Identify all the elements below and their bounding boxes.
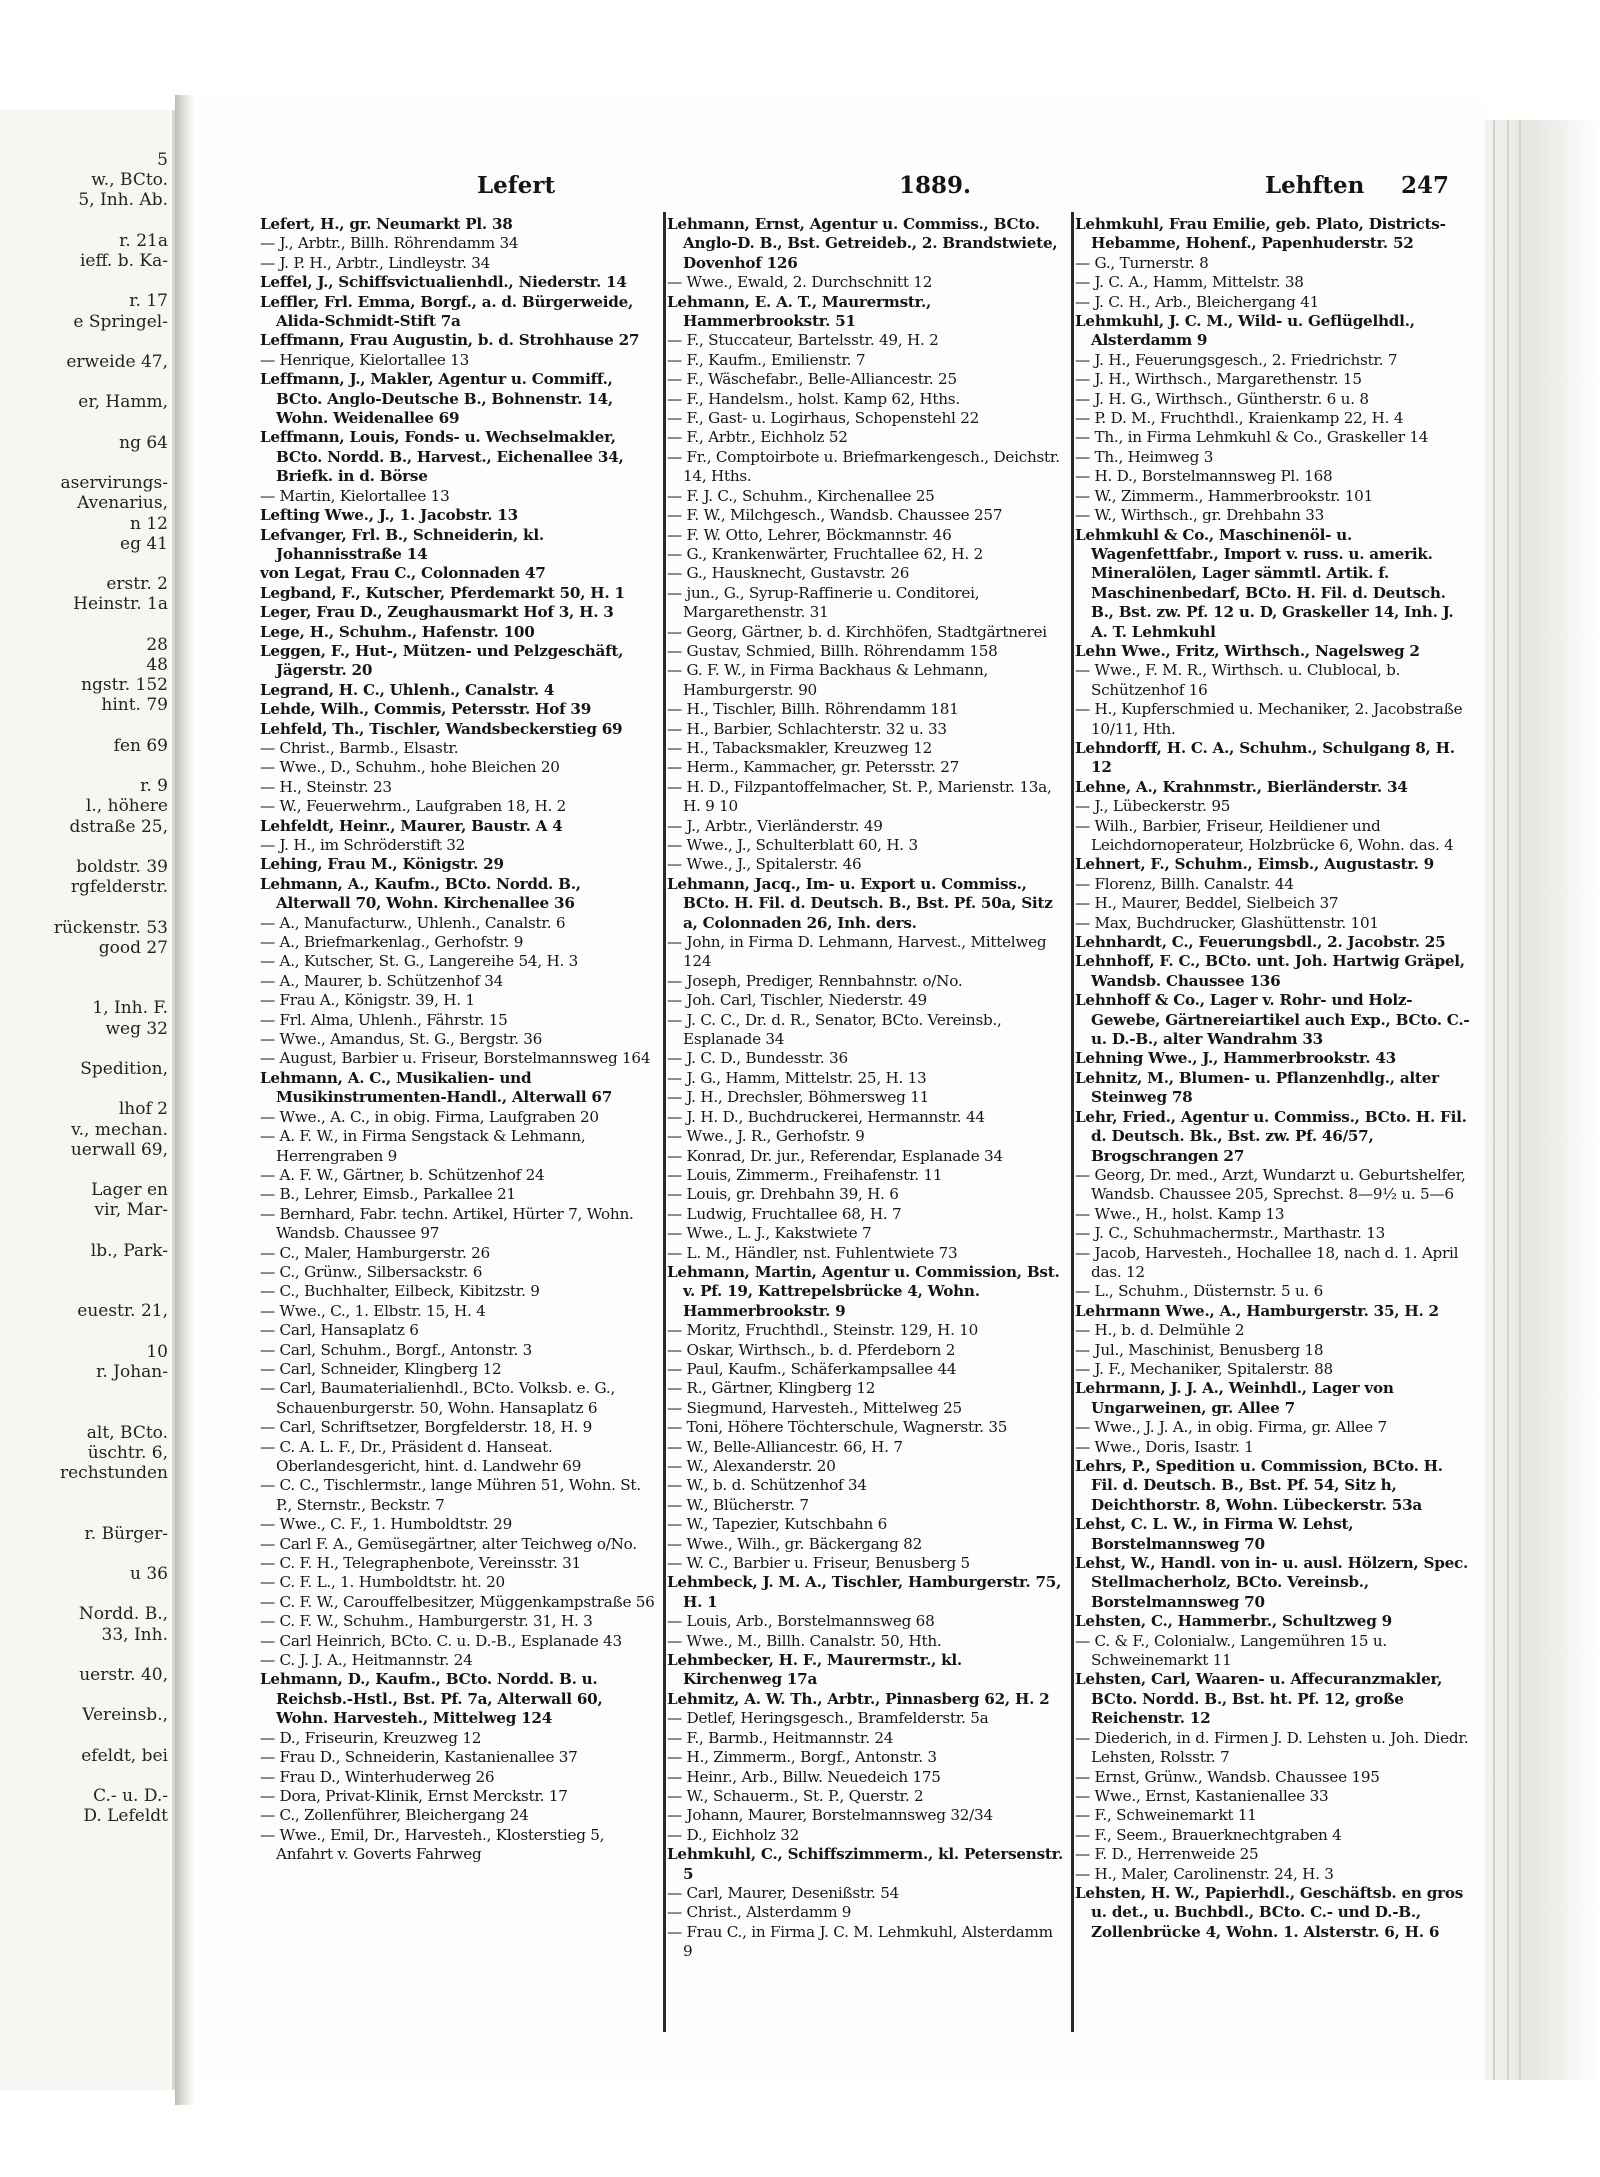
directory-entry: — Carl, Schriftsetzer, Borgfelderstr. 18, H. 9 xyxy=(260,1418,593,1437)
directory-entry: Lehmkuhl & Co., Maschinenöl- u. Wagenfettfabr., Import v. russ. u. amerik. Mineralölen, Lager sämmtl. Artik. f. Maschinenbedarf, BCto. H. Fil. d. Deutsch. B., Bst. zw. Pf. 12 u. D, Graskeller 14, Inh. J. A. T. Lehmkuhl xyxy=(1075,525,1454,641)
column-divider xyxy=(1071,212,1074,2032)
directory-entry: — Paul, Kaufm., Schäferkampsallee 44 xyxy=(667,1359,957,1378)
previous-page-fragment: alt, BCto. xyxy=(86,1422,168,1443)
directory-entry: — D., Eichholz 32 xyxy=(667,1825,800,1844)
directory-entry: Lefvanger, Frl. B., Schneiderin, kl. Johannisstraße 14 xyxy=(260,525,544,563)
directory-entry: — Th., in Firma Lehmkuhl & Co., Graskeller 14 xyxy=(1075,428,1429,447)
previous-page-fragment: 10 xyxy=(146,1341,168,1362)
previous-page-fragment: n 12 xyxy=(130,513,168,534)
directory-entry: — John, in Firma D. Lehmann, Harvest., Mittelweg 124 xyxy=(667,933,1047,971)
previous-page-fragment: eg 41 xyxy=(120,533,168,554)
directory-entry: — A., Briefmarkenlag., Gerhofstr. 9 xyxy=(260,933,524,952)
page-number: 247 xyxy=(1401,172,1450,199)
directory-entry: Lehmann, E. A. T., Maurermstr., Hammerbrookstr. 51 xyxy=(667,292,932,331)
previous-page-fragment: efeldt, bei xyxy=(81,1745,168,1766)
directory-entry: — H., b. d. Delmühle 2 xyxy=(1075,1321,1245,1340)
directory-entry: — W., Belle-Alliancestr. 66, H. 7 xyxy=(667,1437,903,1456)
directory-entry: — J. H., Drechsler, Böhmersweg 11 xyxy=(667,1088,930,1107)
directory-entry: — W., Wirthsch., gr. Drehbahn 33 xyxy=(1075,506,1325,525)
directory-entry: — A. F. W., Gärtner, b. Schützenhof 24 xyxy=(260,1165,545,1184)
directory-entry: — Bernhard, Fabr. techn. Artikel, Hürter 7, Wohn. Wandsb. Chaussee 97 xyxy=(260,1204,634,1243)
directory-entry: Lehrs, P., Spedition u. Commission, BCto. H. Fil. d. Deutsch. B., Bst. Pf. 54, Sitz h, Deichthorstr. 8, Wohn. Lübeckerstr. 53a xyxy=(1075,1457,1443,1514)
page-header xyxy=(259,172,1459,212)
directory-entry: — H., Steinstr. 23 xyxy=(260,777,392,796)
directory-entry: — jun., G., Syrup-Raffinerie u. Conditorei, Margarethenstr. 31 xyxy=(667,583,980,622)
directory-entry: — Frau A., Königstr. 39, H. 1 xyxy=(260,991,475,1010)
previous-page-edge xyxy=(0,110,175,2090)
directory-entry: — Diederich, in d. Firmen J. D. Lehsten u. Joh. Diedr. Lehsten, Rolsstr. 7 xyxy=(1075,1728,1469,1767)
previous-page-fragment: erstr. 2 xyxy=(106,574,168,595)
directory-entry: — J., Lübeckerstr. 95 xyxy=(1075,797,1231,816)
directory-entry: — August, Barbier u. Friseur, Borstelmannsweg 164 xyxy=(260,1049,651,1068)
directory-entry: Lehnhardt, C., Feuerungsbdl., 2. Jacobstr. 25 xyxy=(1075,933,1446,952)
previous-page-fragment: erweide 47, xyxy=(66,352,168,372)
directory-entry: — C., Zollenführer, Bleichergang 24 xyxy=(260,1806,529,1825)
directory-entry: — Florenz, Billh. Canalstr. 44 xyxy=(1075,874,1294,893)
directory-entry: — J. F., Mechaniker, Spitalerstr. 88 xyxy=(1075,1359,1333,1378)
directory-entry: Lehfeldt, Heinr., Maurer, Baustr. A 4 xyxy=(260,816,563,835)
directory-entry: — J., Arbtr., Vierländerstr. 49 xyxy=(667,816,883,835)
directory-entry: — Christ., Barmb., Elsastr. xyxy=(260,738,459,757)
directory-entry: — B., Lehrer, Eimsb., Parkallee 21 xyxy=(260,1185,516,1204)
directory-entry: — J. H. G., Wirthsch., Güntherstr. 6 u. 8 xyxy=(1075,389,1369,408)
previous-page-fragment: er, Hamm, xyxy=(78,392,168,413)
directory-entry: — Wwe., J., Schulterblatt 60, H. 3 xyxy=(667,836,918,854)
directory-entry: — Wwe., M., Billh. Canalstr. 50, Hth. xyxy=(667,1631,942,1650)
directory-entry: Lehnhoff & Co., Lager v. Rohr- und Holz-Gewebe, Gärtnereiartikel auch Exp., BCto. C.- u. D.-B., alter Wandrahm 33 xyxy=(1075,991,1470,1049)
directory-column-3 xyxy=(1075,215,1473,2060)
directory-page xyxy=(195,100,1485,2080)
directory-entry: — F., Stuccateur, Bartelsstr. 49, H. 2 xyxy=(667,331,939,350)
directory-entry: Lehmann, A., Kaufm., BCto. Nordd. B., Alterwall 70, Wohn. Kirchenallee 36 xyxy=(260,874,581,913)
previous-page-fragment: Nordd. B., xyxy=(78,1604,168,1625)
directory-entry: — Carl Heinrich, BCto. C. u. D.-B., Esplanade 43 xyxy=(260,1631,622,1650)
directory-entry: Leffmann, Frau Augustin, b. d. Strohhause 27 xyxy=(260,331,640,350)
directory-entry: — Dora, Privat-Klinik, Ernst Merckstr. 17 xyxy=(260,1786,568,1805)
directory-entry: — W., Alexanderstr. 20 xyxy=(667,1457,836,1475)
directory-entry: — Ernst, Grünw., Wandsb. Chaussee 195 xyxy=(1075,1767,1380,1786)
directory-entry: — Oskar, Wirthsch., b. d. Pferdeborn 2 xyxy=(667,1340,956,1359)
directory-entry: — J. P. H., Arbtr., Lindleystr. 34 xyxy=(260,253,491,272)
directory-entry: — A., Kutscher, St. G., Langereihe 54, H. 3 xyxy=(260,952,579,971)
previous-page-fragment: 5 xyxy=(157,150,168,170)
directory-entry: — Henrique, Kielortallee 13 xyxy=(260,350,469,369)
directory-entry: Lefting Wwe., J., 1. Jacobstr. 13 xyxy=(260,506,518,525)
directory-entry: — Wwe., C., 1. Elbstr. 15, H. 4 xyxy=(260,1301,486,1320)
directory-entry: Lehmitz, A. W. Th., Arbtr., Pinnasberg 62, H. 2 xyxy=(667,1689,1050,1708)
directory-entry: — Wwe., Wilh., gr. Bäckergang 82 xyxy=(667,1534,922,1553)
directory-entry: — J. C., Schuhmachermstr., Marthastr. 13 xyxy=(1075,1224,1386,1243)
directory-entry: Lehde, Wilh., Commis, Petersstr. Hof 39 xyxy=(260,700,592,719)
directory-entry: — Jul., Maschinist, Benusberg 18 xyxy=(1075,1340,1324,1359)
directory-entry: Lehr, Fried., Agentur u. Commiss., BCto. H. Fil. d. Deutsch. Bk., Bst. zw. Pf. 46/57, Brogschrangen 27 xyxy=(1075,1107,1467,1165)
directory-entry: Lehmbeck, J. M. A., Tischler, Hamburgerstr. 75, H. 1 xyxy=(667,1573,1062,1611)
previous-page-fragment: l., höhere xyxy=(85,796,168,817)
previous-page-fragment: Heinstr. 1a xyxy=(73,594,168,615)
column-divider xyxy=(663,212,666,2032)
directory-column-2 xyxy=(667,215,1065,2060)
directory-entry: — J. H., Wirthsch., Margarethenstr. 15 xyxy=(1075,370,1362,389)
directory-entry: Lefert, H., gr. Neumarkt Pl. 38 xyxy=(260,215,513,233)
directory-entry: — C. & F., Colonialw., Langemühren 15 u. Schweinemarkt 11 xyxy=(1075,1631,1387,1670)
directory-entry: — F. W. Otto, Lehrer, Böckmannstr. 46 xyxy=(667,525,952,544)
previous-page-fragment: Spedition, xyxy=(80,1059,168,1079)
directory-entry: Lehne, A., Krahnmstr., Bierländerstr. 34 xyxy=(1075,777,1408,796)
previous-page-fragment: fen 69 xyxy=(113,735,168,756)
previous-page-fragment: Vereinsb., xyxy=(82,1705,168,1726)
previous-page-fragment: dstraße 25, xyxy=(69,816,168,837)
previous-page-fragment: e Springel- xyxy=(73,311,168,332)
directory-entry: — Herm., Kammacher, gr. Petersstr. 27 xyxy=(667,758,960,777)
directory-entry: — C., Maler, Hamburgerstr. 26 xyxy=(260,1243,490,1262)
directory-entry: — Siegmund, Harvesteh., Mittelweg 25 xyxy=(667,1398,962,1417)
directory-entry: — C. C., Tischlermstr., lange Mühren 51, Wohn. St. P., Sternstr., Beckstr. 7 xyxy=(260,1476,641,1514)
directory-entry: Leggen, F., Hut-, Mützen- und Pelzgeschäft, Jägerstr. 20 xyxy=(260,641,624,680)
directory-entry: — C. F. W., Schuhm., Hamburgerstr. 31, H. 3 xyxy=(260,1612,593,1631)
directory-entry: Legband, F., Kutscher, Pferdemarkt 50, H. 1 xyxy=(260,583,625,602)
directory-entry: — Carl F. A., Gemüsegärtner, alter Teichweg o/No. xyxy=(260,1534,637,1553)
directory-entry: — W., Blücherstr. 7 xyxy=(667,1495,809,1514)
directory-entry: Lehmann, Martin, Agentur u. Commission, Bst. v. Pf. 19, Kattrepelsbrücke 4, Wohn. Hammerbrookstr. 9 xyxy=(667,1262,1060,1320)
directory-entry: — Detlef, Heringsgesch., Bramfelderstr. 5a xyxy=(667,1709,989,1728)
directory-entry: Lehmann, Ernst, Agentur u. Commiss., BCto. Anglo-D. B., Bst. Getreideb., 2. Brandstwiete, Dovenhof 126 xyxy=(667,215,1058,272)
directory-entry: — H., Zimmerm., Borgf., Antonstr. 3 xyxy=(667,1748,937,1767)
directory-entry: Leffel, J., Schiffsvictualienhdl., Niederstr. 14 xyxy=(260,273,627,292)
directory-entry: — Gustav, Schmied, Billh. Röhrendamm 158 xyxy=(667,641,998,660)
previous-page-fragment: lb., Park- xyxy=(90,1240,168,1261)
directory-entry: — W. C., Barbier u. Friseur, Benusberg 5 xyxy=(667,1554,970,1573)
previous-page-fragment: üschtr. 6, xyxy=(87,1442,168,1463)
previous-page-fragment: r. Johan- xyxy=(96,1362,168,1382)
directory-entry: Lehnitz, M., Blumen- u. Pflanzenhdlg., alter Steinweg 78 xyxy=(1075,1068,1439,1107)
previous-page-fragment: hint. 79 xyxy=(101,695,168,716)
directory-entry: — Th., Heimweg 3 xyxy=(1075,447,1214,466)
directory-entry: — L., Schuhm., Düsternstr. 5 u. 6 xyxy=(1075,1282,1324,1301)
directory-entry: — G. F. W., in Firma Backhaus & Lehmann, Hamburgerstr. 90 xyxy=(667,661,989,699)
directory-entry: — J., Arbtr., Billh. Röhrendamm 34 xyxy=(260,234,519,253)
directory-entry: — Frl. Alma, Uhlenh., Fährstr. 15 xyxy=(260,1010,508,1029)
previous-page-fragment: weg 32 xyxy=(105,1018,168,1039)
previous-page-fragment: rechstunden xyxy=(59,1463,168,1483)
directory-entry: Lehnert, F., Schuhm., Eimsb., Augustastr. 9 xyxy=(1075,855,1434,874)
directory-entry: — F., Seem., Brauerknechtgraben 4 xyxy=(1075,1825,1342,1844)
directory-entry: — R., Gärtner, Klingberg 12 xyxy=(667,1379,876,1398)
previous-page-fragment: 1, Inh. F. xyxy=(92,998,168,1019)
directory-entry: Lehst, W., Handl. von in- u. ausl. Hölzern, Spec. Stellmacherholz, BCto. Vereinsb., Borstelmannsweg 70 xyxy=(1075,1554,1469,1611)
directory-entry: — J. C. A., Hamm, Mittelstr. 38 xyxy=(1075,273,1304,292)
directory-entry: — Wwe., D., Schuhm., hohe Bleichen 20 xyxy=(260,758,560,777)
directory-entry: — F. J. C., Schuhm., Kirchenallee 25 xyxy=(667,486,935,505)
directory-entry: — C. J. J. A., Heitmannstr. 24 xyxy=(260,1651,473,1670)
directory-entry: — A., Maurer, b. Schützenhof 34 xyxy=(260,971,504,990)
directory-entry: — Carl, Maurer, Desenißstr. 54 xyxy=(667,1883,900,1902)
directory-entry: — Louis, Zimmerm., Freihafenstr. 11 xyxy=(667,1165,943,1184)
directory-entry: — Louis, Arb., Borstelmannsweg 68 xyxy=(667,1612,935,1631)
previous-page-fragment: uerwall 69, xyxy=(70,1139,168,1160)
directory-entry: Leffmann, Louis, Fonds- u. Wechselmakler, BCto. Nordd. B., Harvest., Eichenallee 34, Briefk. in d. Börse xyxy=(260,428,624,486)
directory-entry: — Wwe., Ewald, 2. Durchschnitt 12 xyxy=(667,273,933,292)
directory-entry: Lege, H., Schuhm., Hafenstr. 100 xyxy=(260,622,535,641)
directory-entry: — C. A. L. F., Dr., Präsident d. Hanseat. Oberlandesgericht, hint. d. Landwehr 69 xyxy=(260,1437,582,1475)
directory-entry: — Wwe., F. M. R., Wirthsch. u. Clublocal, b. Schützenhof 16 xyxy=(1075,661,1401,699)
directory-entry: Lehmann, Jacq., Im- u. Export u. Commiss., BCto. H. Fil. d. Deutsch. B., Bst. Pf. 50a, Sitz a, Colonnaden 26, Inh. ders. xyxy=(667,874,1053,932)
directory-entry: — F., Kaufm., Emilienstr. 7 xyxy=(667,350,866,369)
directory-entry: — Georg, Gärtner, b. d. Kirchhöfen, Stadtgärtnerei xyxy=(667,622,1047,641)
directory-column-1 xyxy=(260,215,658,2060)
directory-entry: — Frau D., Winterhuderweg 26 xyxy=(260,1767,495,1786)
directory-entry: — H., Tabacksmakler, Kreuzweg 12 xyxy=(667,738,933,757)
directory-entry: — Wwe., J. R., Gerhofstr. 9 xyxy=(667,1127,865,1146)
directory-entry: Lehing, Frau M., Königstr. 29 xyxy=(260,855,504,874)
directory-entry: — F., Arbtr., Eichholz 52 xyxy=(667,428,848,447)
directory-entry: — F. D., Herrenweide 25 xyxy=(1075,1845,1259,1864)
directory-entry: — Wwe., Amandus, St. G., Bergstr. 36 xyxy=(260,1030,543,1049)
directory-entry: — Wwe., A. C., in obig. Firma, Laufgraben 20 xyxy=(260,1107,599,1126)
directory-entry: — Jacob, Harvesteh., Hochallee 18, nach d. 1. April das. 12 xyxy=(1075,1243,1459,1281)
directory-entry: Lehsten, H. W., Papierhdl., Geschäftsb. en gros u. det., u. Buchbdl., BCto. C.- und D.-B., Zollenbrücke 4, Wohn. 1. Alsterstr. 6, H. 6 xyxy=(1075,1883,1464,1941)
directory-entry: — Wwe., Emil, Dr., Harvesteh., Klosterstieg 5, Anfahrt v. Goverts Fahrweg xyxy=(260,1825,605,1864)
previous-page-fragment: good 27 xyxy=(98,937,168,958)
directory-entry: — Ludwig, Fruchtallee 68, H. 7 xyxy=(667,1204,902,1223)
header-right-keyword: Lehften xyxy=(1265,172,1365,199)
directory-entry: — F., Wäschefabr., Belle-Alliancestr. 25 xyxy=(667,370,957,389)
directory-entry: — Carl, Schneider, Klingberg 12 xyxy=(260,1359,502,1378)
directory-entry: — Martin, Kielortallee 13 xyxy=(260,486,450,505)
directory-entry: — Wwe., J. J. A., in obig. Firma, gr. Allee 7 xyxy=(1075,1418,1387,1437)
directory-entry: — A. F. W., in Firma Sengstack & Lehmann, Herrengraben 9 xyxy=(260,1127,586,1165)
previous-page-fragment: D. Lefeldt xyxy=(83,1806,168,1827)
directory-entry: — J. C. C., Dr. d. R., Senator, BCto. Vereinsb., Esplanade 34 xyxy=(667,1010,1002,1049)
directory-entry: — J. H., im Schröderstift 32 xyxy=(260,836,466,854)
directory-entry: — Joseph, Prediger, Rennbahnstr. o/No. xyxy=(667,971,963,990)
directory-entry: — C. F. L., 1. Humboldtstr. ht. 20 xyxy=(260,1573,505,1592)
directory-entry: — J. C. H., Arb., Bleichergang 41 xyxy=(1075,292,1320,311)
header-year: 1889. xyxy=(899,172,972,199)
directory-entry: — Johann, Maurer, Borstelmannsweg 32/34 xyxy=(667,1806,993,1825)
directory-entry: — G., Turnerstr. 8 xyxy=(1075,253,1209,272)
directory-entry: — Konrad, Dr. jur., Referendar, Esplanade 34 xyxy=(667,1146,1003,1165)
directory-entry: Lehrmann Wwe., A., Hamburgerstr. 35, H. 2 xyxy=(1075,1301,1439,1320)
directory-entry: — H. D., Filzpantoffelmacher, St. P., Marienstr. 13a, H. 9 10 xyxy=(667,777,1052,816)
directory-entry: — H., Maurer, Beddel, Sielbeich 37 xyxy=(1075,894,1339,913)
directory-entry: — H., Maler, Carolinenstr. 24, H. 3 xyxy=(1075,1864,1334,1883)
directory-entry: — C., Buchhalter, Eilbeck, Kibitzstr. 9 xyxy=(260,1282,540,1301)
directory-entry: — J. C. D., Bundesstr. 36 xyxy=(667,1049,848,1068)
directory-entry: Lehmann, D., Kaufm., BCto. Nordd. B. u. Reichsb.-Hstl., Bst. Pf. 7a, Alterwall 60, Wohn. Harvesteh., Mittelweg 124 xyxy=(260,1670,603,1728)
directory-entry: — C. F. W., Carouffelbesitzer, Müggenkampstraße 56 xyxy=(260,1592,655,1611)
previous-page-fragment: boldstr. 39 xyxy=(76,857,168,877)
directory-entry: — W., b. d. Schützenhof 34 xyxy=(667,1476,867,1495)
directory-entry: — F., Handelsm., holst. Kamp 62, Hths. xyxy=(667,389,960,408)
directory-entry: — Wwe., Doris, Isastr. 1 xyxy=(1075,1437,1254,1456)
previous-page-fragment: 48 xyxy=(146,655,168,675)
previous-page-fragment: ng 64 xyxy=(119,432,168,453)
directory-entry: Lehsten, C., Hammerbr., Schultzweg 9 xyxy=(1075,1612,1392,1631)
directory-entry: Lehmkuhl, Frau Emilie, geb. Plato, Districts-Hebamme, Hohenf., Papenhuderstr. 52 xyxy=(1075,215,1446,253)
directory-entry: — P. D. M., Fruchthdl., Kraienkamp 22, H. 4 xyxy=(1075,409,1404,428)
directory-entry: Lehmann, A. C., Musikalien- und Musikinstrumenten-Handl., Alterwall 67 xyxy=(260,1068,613,1107)
directory-entry: — G., Hausknecht, Gustavstr. 26 xyxy=(667,564,910,583)
previous-page-fragment: 28 xyxy=(146,634,168,655)
previous-page-fragment: r. 21a xyxy=(119,230,168,251)
directory-entry: — A., Manufacturw., Uhlenh., Canalstr. 6 xyxy=(260,913,566,932)
directory-entry: Lehnhoff, F. C., BCto. unt. Joh. Hartwig Gräpel, Wandsb. Chaussee 136 xyxy=(1075,952,1465,990)
directory-entry: — Carl, Hansaplatz 6 xyxy=(260,1321,419,1340)
previous-page-fragment: r. 17 xyxy=(129,291,168,312)
directory-entry: Lehsten, Carl, Waaren- u. Affecuranzmakler, BCto. Nordd. B., Bst. ht. Pf. 12, große Reichenstr. 12 xyxy=(1075,1670,1443,1728)
previous-page-fragment: rückenstr. 53 xyxy=(53,917,168,938)
directory-entry: — Heinr., Arb., Billw. Neuedeich 175 xyxy=(667,1767,941,1786)
previous-page-fragment: rgfelderstr. xyxy=(70,877,168,898)
previous-page-fragment: r. Bürger- xyxy=(84,1523,168,1544)
directory-entry: — Georg, Dr. med., Arzt, Wundarzt u. Geburtshelfer, Wandsb. Chaussee 205, Sprechst. 8—9½ u. 5—6 xyxy=(1075,1165,1466,1204)
previous-page-fragment: C.- u. D.- xyxy=(93,1786,168,1807)
previous-page-fragment: aservirungs- xyxy=(60,473,168,494)
directory-entry: — F. W., Milchgesch., Wandsb. Chaussee 257 xyxy=(667,506,1003,525)
directory-entry: Lehmkuhl, C., Schiffszimmerm., kl. Petersenstr. 5 xyxy=(667,1845,1064,1883)
directory-entry: — W., Feuerwehrm., Laufgraben 18, H. 2 xyxy=(260,797,567,816)
directory-entry: — Frau D., Schneiderin, Kastanienallee 37 xyxy=(260,1748,578,1767)
directory-entry: — J. H., Feuerungsgesch., 2. Friedrichstr. 7 xyxy=(1075,350,1398,369)
directory-entry: — F., Gast- u. Logirhaus, Schopenstehl 22 xyxy=(667,409,980,428)
directory-entry: Lehning Wwe., J., Hammerbrookstr. 43 xyxy=(1075,1049,1396,1068)
previous-page-fragment: lhof 2 xyxy=(118,1099,168,1120)
directory-entry: — Wwe., J., Spitalerstr. 46 xyxy=(667,855,862,874)
directory-entry: — Wwe., L. J., Kakstwiete 7 xyxy=(667,1224,872,1243)
directory-entry: — Wilh., Barbier, Friseur, Heildiener und Leichdornoperateur, Holzbrücke 6, Wohn. das. 4 xyxy=(1075,816,1454,854)
directory-entry: — W., Schauerm., St. P., Querstr. 2 xyxy=(667,1786,924,1805)
directory-entry: Lehrmann, J. J. A., Weinhdl., Lager von Ungarweinen, gr. Allee 7 xyxy=(1075,1379,1394,1417)
directory-entry: — H. D., Borstelmannsweg Pl. 168 xyxy=(1075,467,1333,486)
previous-page-fragment: v., mechan. xyxy=(71,1119,168,1140)
directory-entry: — J. G., Hamm, Mittelstr. 25, H. 13 xyxy=(667,1068,927,1087)
directory-entry: Leffler, Frl. Emma, Borgf., a. d. Bürgerweide, Alida-Schmidt-Stift 7a xyxy=(260,292,634,331)
previous-page-fragment: Avenarius, xyxy=(77,493,168,514)
previous-page-fragment: uerstr. 40, xyxy=(79,1665,168,1685)
directory-entry: Leger, Frau D., Zeughausmarkt Hof 3, H. 3 xyxy=(260,603,614,622)
directory-entry: — Fr., Comptoirbote u. Briefmarkengesch., Deichstr. 14, Hths. xyxy=(667,447,1060,486)
directory-entry: Lehmbecker, H. F., Maurermstr., kl. Kirchenweg 17a xyxy=(667,1651,962,1689)
directory-entry: — W., Zimmerm., Hammerbrookstr. 101 xyxy=(1075,486,1373,505)
directory-entry: — Toni, Höhere Töchterschule, Wagnerstr. 35 xyxy=(667,1418,1008,1437)
directory-entry: Lehn Wwe., Fritz, Wirthsch., Nagelsweg 2 xyxy=(1075,641,1420,660)
directory-entry: — F., Barmb., Heitmannstr. 24 xyxy=(667,1728,894,1747)
directory-entry: — Carl, Schuhm., Borgf., Antonstr. 3 xyxy=(260,1340,533,1359)
directory-entry: von Legat, Frau C., Colonnaden 47 xyxy=(260,564,546,583)
directory-entry: Legrand, H. C., Uhlenh., Canalstr. 4 xyxy=(260,680,555,699)
page-stack-edge xyxy=(1485,120,1600,2080)
directory-entry: Lehst, C. L. W., in Firma W. Lehst, Borstelmannsweg 70 xyxy=(1075,1515,1354,1553)
directory-entry: — D., Friseurin, Kreuzweg 12 xyxy=(260,1728,482,1747)
previous-page-fragment: u 36 xyxy=(130,1564,168,1584)
previous-page-fragment: vir, Mar- xyxy=(94,1200,168,1221)
directory-entry: — J. H. D., Buchdruckerei, Hermannstr. 44 xyxy=(667,1107,985,1126)
directory-entry: — Wwe., Ernst, Kastanienallee 33 xyxy=(1075,1786,1329,1805)
directory-entry: — Wwe., H., holst. Kamp 13 xyxy=(1075,1204,1285,1223)
directory-entry: — C. F. H., Telegraphenbote, Vereinsstr. 31 xyxy=(260,1554,581,1573)
directory-entry: Lehmkuhl, J. C. M., Wild- u. Geflügelhdl., Alsterdamm 9 xyxy=(1075,312,1415,350)
previous-page-fragment: w., BCto. xyxy=(91,170,168,191)
directory-entry: — G., Krankenwärter, Fruchtallee 62, H. 2 xyxy=(667,544,983,563)
directory-entry: — H., Kupferschmied u. Mechaniker, 2. Jacobstraße 10/11, Hth. xyxy=(1075,700,1463,738)
directory-entry: Lehfeld, Th., Tischler, Wandsbeckerstieg 69 xyxy=(260,719,623,738)
directory-entry: — Wwe., C. F., 1. Humboldtstr. 29 xyxy=(260,1515,512,1534)
previous-page-fragment: 33, Inh. xyxy=(101,1624,168,1645)
previous-page-fragment: r. 9 xyxy=(140,776,168,797)
directory-entry: — W., Tapezier, Kutschbahn 6 xyxy=(667,1515,888,1534)
directory-entry: — C., Grünw., Silbersackstr. 6 xyxy=(260,1262,483,1281)
directory-entry: — Frau C., in Firma J. C. M. Lehmkuhl, Alsterdamm 9 xyxy=(667,1922,1053,1961)
directory-entry: — Moritz, Fruchthdl., Steinstr. 129, H. 10 xyxy=(667,1321,979,1340)
previous-page-fragment: euestr. 21, xyxy=(77,1301,168,1322)
directory-entry: — Louis, gr. Drehbahn 39, H. 6 xyxy=(667,1185,899,1204)
directory-entry: — L. M., Händler, nst. Fuhlentwiete 73 xyxy=(667,1243,958,1262)
directory-entry: — H., Barbier, Schlachterstr. 32 u. 33 xyxy=(667,719,947,738)
directory-entry: Leffmann, J., Makler, Agentur u. Commiff., BCto. Anglo-Deutsche B., Bohnenstr. 14, Wohn. Weidenallee 69 xyxy=(260,370,613,428)
previous-page-fragment: ngstr. 152 xyxy=(81,675,168,696)
directory-entry: — Joh. Carl, Tischler, Niederstr. 49 xyxy=(667,991,927,1010)
book-gutter xyxy=(175,95,195,2105)
previous-page-fragment: Lager en xyxy=(91,1180,168,1201)
previous-page-fragment: ieff. b. Ka- xyxy=(79,251,168,271)
header-left-keyword: Lefert xyxy=(477,172,556,199)
directory-entry: — Max, Buchdrucker, Glashüttenstr. 101 xyxy=(1075,913,1379,932)
directory-entry: Lehndorff, H. C. A., Schuhm., Schulgang 8, H. 12 xyxy=(1075,738,1455,777)
directory-entry: — Christ., Alsterdamm 9 xyxy=(667,1903,852,1922)
directory-entry: — Carl, Baumaterialienhdl., BCto. Volksb. e. G., Schauenburgerstr. 50, Wohn. Hansaplatz 6 xyxy=(260,1379,616,1417)
directory-entry: — F., Schweinemarkt 11 xyxy=(1075,1806,1257,1825)
directory-entry: — H., Tischler, Billh. Röhrendamm 181 xyxy=(667,700,959,719)
previous-page-fragment: 5, Inh. Ab. xyxy=(78,190,168,211)
